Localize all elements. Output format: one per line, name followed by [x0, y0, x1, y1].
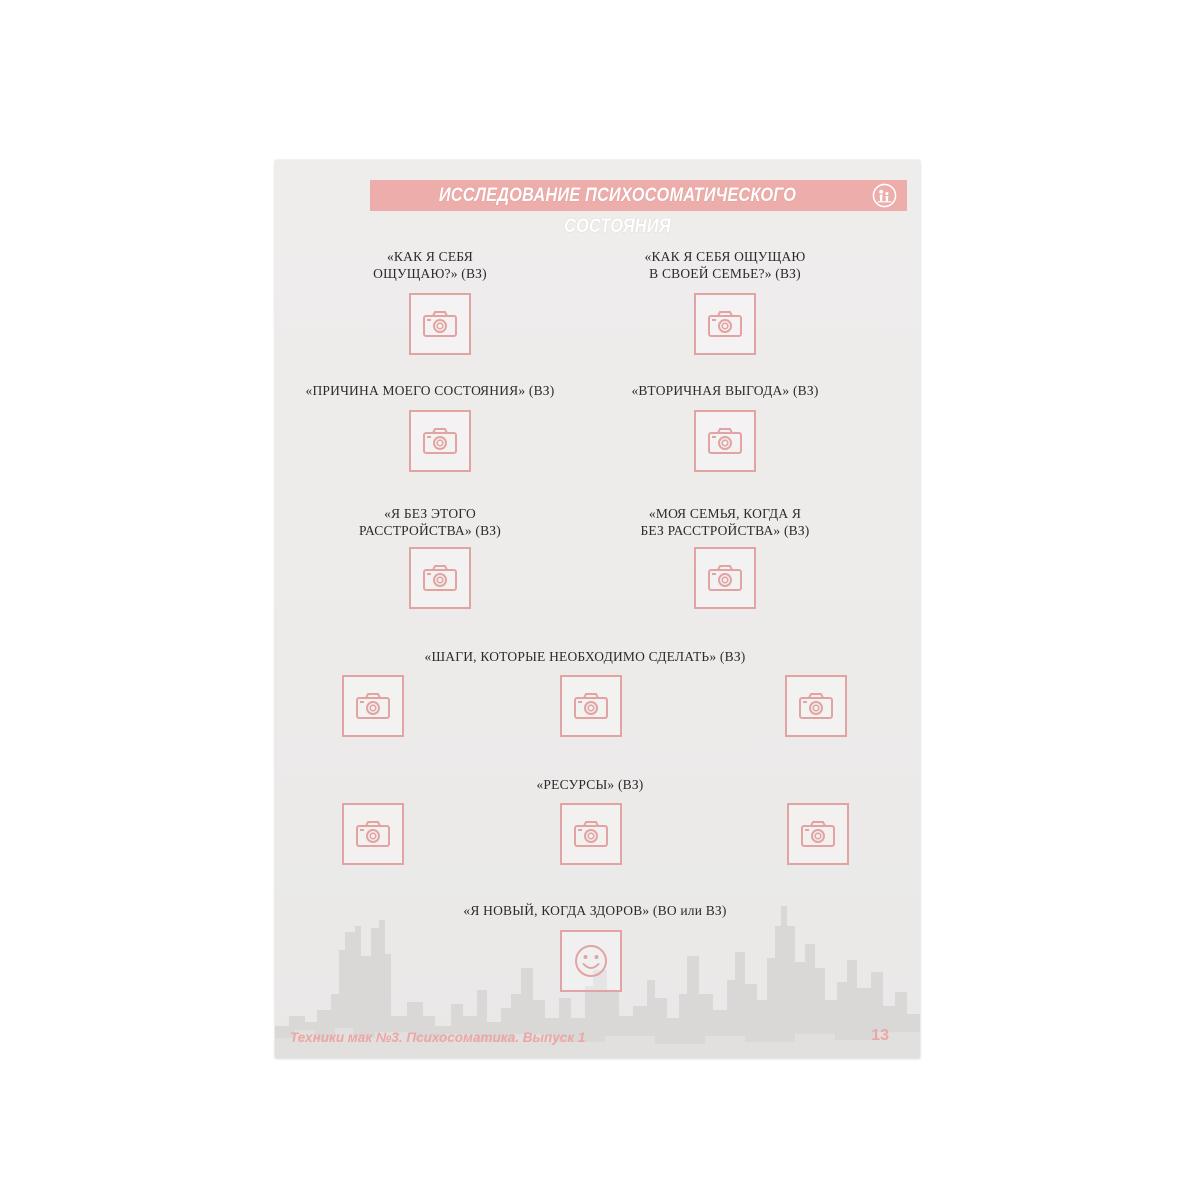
- photo-slot-secondary-gain[interactable]: [694, 410, 756, 472]
- photo-slot-feel-family[interactable]: [694, 293, 756, 355]
- caption-steps: «ШАГИ, КОТОРЫЕ НЕОБХОДИМО СДЕЛАТЬ» (ВЗ): [424, 649, 746, 664]
- page-number: 13: [871, 1027, 889, 1044]
- smiley-face-icon: [573, 943, 609, 979]
- worksheet-page: [275, 160, 920, 1058]
- camera-icon: [422, 427, 458, 455]
- photo-slot-step-3[interactable]: [785, 675, 847, 737]
- footer-series-title: Техники мак №3. Психосоматика. Выпуск 1: [290, 1030, 586, 1045]
- family-logo-icon: [872, 183, 897, 208]
- camera-icon: [422, 310, 458, 338]
- camera-icon: [707, 564, 743, 592]
- caption-without-disorder: «Я БЕЗ ЭТОГО РАССТРОЙСТВА» (ВЗ): [359, 506, 501, 538]
- camera-icon: [573, 820, 609, 848]
- caption-family-without: «МОЯ СЕМЬЯ, КОГДА Я БЕЗ РАССТРОЙСТВА» (ВЗ): [640, 506, 810, 538]
- caption-secondary-gain: «ВТОРИЧНАЯ ВЫГОДА» (ВЗ): [631, 383, 819, 398]
- camera-icon: [355, 820, 391, 848]
- caption-cause: «ПРИЧИНА МОЕГО СОСТОЯНИЯ» (ВЗ): [305, 383, 555, 398]
- photo-slot-resource-1[interactable]: [342, 803, 404, 865]
- camera-icon: [707, 310, 743, 338]
- photo-slot-family-without[interactable]: [694, 547, 756, 609]
- camera-icon: [573, 692, 609, 720]
- camera-icon: [422, 564, 458, 592]
- camera-icon: [798, 692, 834, 720]
- caption-feel-family: «КАК Я СЕБЯ ОЩУЩАЮ В СВОЕЙ СЕМЬЕ?» (ВЗ): [644, 249, 806, 281]
- caption-resources: «РЕСУРСЫ» (ВЗ): [536, 777, 644, 792]
- caption-feel-self: «КАК Я СЕБЯ ОЩУЩАЮ?» (ВЗ): [373, 249, 487, 281]
- photo-slot-step-2[interactable]: [560, 675, 622, 737]
- photo-slot-new-me[interactable]: [560, 930, 622, 992]
- section-header: [370, 180, 907, 237]
- photo-slot-step-1[interactable]: [342, 675, 404, 737]
- photo-slot-cause[interactable]: [409, 410, 471, 472]
- caption-new-me: «Я НОВЫЙ, КОГДА ЗДОРОВ» (ВО или ВЗ): [463, 903, 727, 918]
- photo-slot-resource-2[interactable]: [560, 803, 622, 865]
- section-title: ИССЛЕДОВАНИЕ ПСИХОСОМАТИЧЕСКОГО СОСТОЯНИЯ: [438, 185, 797, 237]
- photo-slot-without-disorder[interactable]: [409, 547, 471, 609]
- photo-slot-resource-3[interactable]: [787, 803, 849, 865]
- camera-icon: [355, 692, 391, 720]
- photo-slot-feel-self[interactable]: [409, 293, 471, 355]
- camera-icon: [800, 820, 836, 848]
- camera-icon: [707, 427, 743, 455]
